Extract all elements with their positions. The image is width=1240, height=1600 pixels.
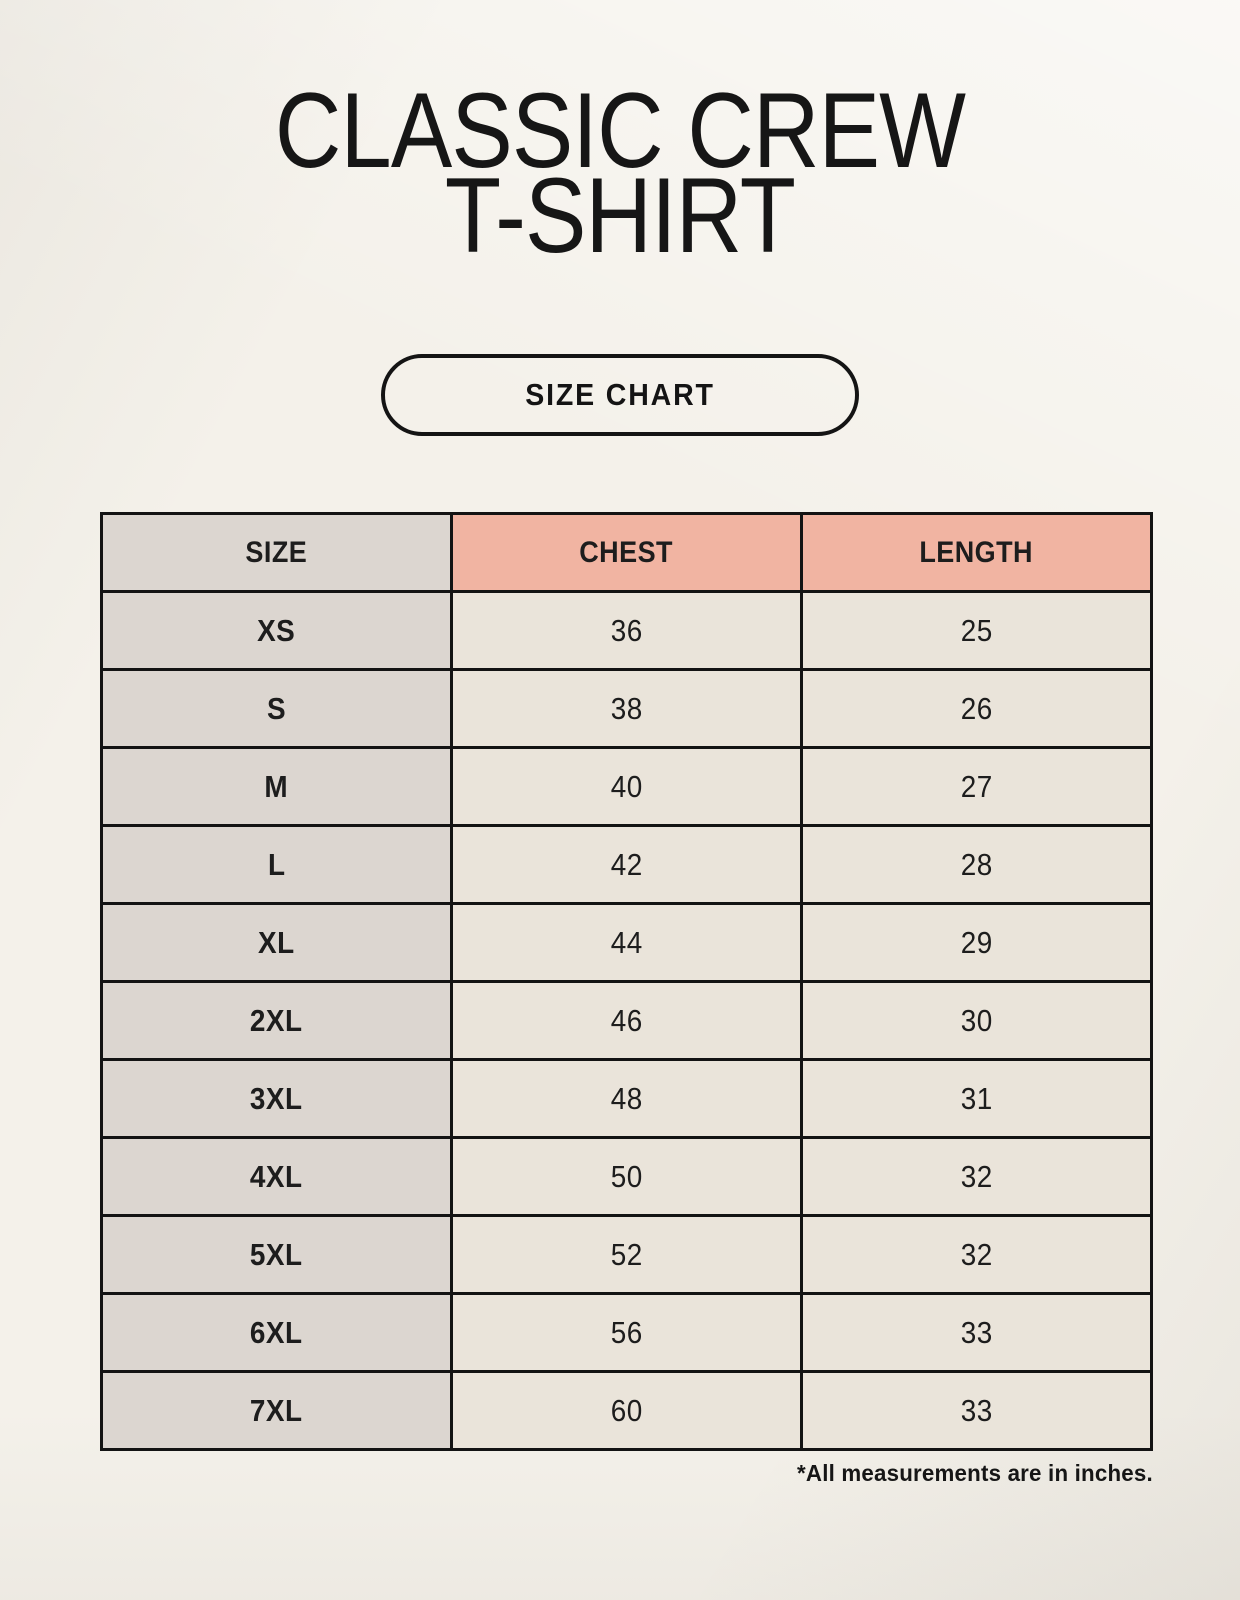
length-cell: 30 <box>802 982 1152 1060</box>
size-cell: 6XL <box>102 1294 452 1372</box>
footnote-text: *All measurements are in inches. <box>797 1460 1153 1486</box>
page-title <box>0 70 1240 275</box>
chest-cell: 52 <box>452 1216 802 1294</box>
chest-cell: 56 <box>452 1294 802 1372</box>
table-row <box>102 748 1152 826</box>
table-row <box>102 1294 1152 1372</box>
page-title-line-2: T-SHIRT <box>444 154 796 275</box>
length-cell: 29 <box>802 904 1152 982</box>
chest-cell: 48 <box>452 1060 802 1138</box>
size-cell: S <box>102 670 452 748</box>
table-row <box>102 592 1152 670</box>
chest-cell: 50 <box>452 1138 802 1216</box>
size-chart-badge[interactable] <box>381 354 859 436</box>
size-cell: 4XL <box>102 1138 452 1216</box>
length-cell: 26 <box>802 670 1152 748</box>
table-row <box>102 1060 1152 1138</box>
header-cell-size: SIZE <box>102 514 452 592</box>
chest-cell: 46 <box>452 982 802 1060</box>
size-cell: 3XL <box>102 1060 452 1138</box>
length-cell: 33 <box>802 1294 1152 1372</box>
chest-cell: 60 <box>452 1372 802 1450</box>
page-title-line-1: CLASSIC CREW <box>274 70 966 190</box>
length-cell: 32 <box>802 1138 1152 1216</box>
length-cell: 31 <box>802 1060 1152 1138</box>
length-cell: 27 <box>802 748 1152 826</box>
size-cell: 7XL <box>102 1372 452 1450</box>
chest-cell: 44 <box>452 904 802 982</box>
chest-cell: 36 <box>452 592 802 670</box>
table-body <box>102 592 1152 1450</box>
size-cell: XL <box>102 904 452 982</box>
table-row <box>102 1372 1152 1450</box>
header-cell-chest: CHEST <box>452 514 802 592</box>
length-cell: 33 <box>802 1372 1152 1450</box>
table-header-row <box>102 514 1152 592</box>
table-row <box>102 1138 1152 1216</box>
table-row <box>102 670 1152 748</box>
table-row <box>102 826 1152 904</box>
size-cell: 5XL <box>102 1216 452 1294</box>
size-table <box>100 512 1153 1451</box>
size-cell: M <box>102 748 452 826</box>
chest-cell: 42 <box>452 826 802 904</box>
table-row <box>102 1216 1152 1294</box>
footnote <box>786 1460 1153 1487</box>
length-cell: 32 <box>802 1216 1152 1294</box>
table-row <box>102 904 1152 982</box>
chest-cell: 38 <box>452 670 802 748</box>
length-cell: 28 <box>802 826 1152 904</box>
size-cell: L <box>102 826 452 904</box>
size-cell: 2XL <box>102 982 452 1060</box>
length-cell: 25 <box>802 592 1152 670</box>
size-cell: XS <box>102 592 452 670</box>
table-row <box>102 982 1152 1060</box>
size-chart-badge-label: SIZE CHART <box>525 377 715 412</box>
header-cell-length: LENGTH <box>802 514 1152 592</box>
chest-cell: 40 <box>452 748 802 826</box>
